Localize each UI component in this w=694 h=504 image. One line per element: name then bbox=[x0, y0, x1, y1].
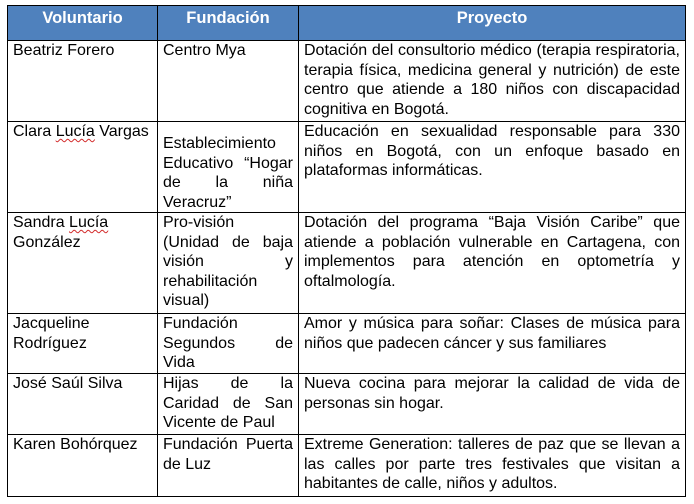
cell-proyecto: Extreme Generation: talleres de paz que se llevan a las calles por parte tres festivales que visitan a habitantes de calle, niños y adultos. bbox=[299, 435, 686, 497]
table-row bbox=[8, 314, 686, 374]
cell-proyecto: Nueva cocina para mejorar la calidad de vida de personas sin hogar. bbox=[299, 374, 686, 435]
table-row bbox=[8, 122, 686, 213]
name-part: Vargas bbox=[94, 123, 149, 140]
cell-proyecto: Dotación del consultorio médico (terapia respiratoria, terapia física, medicina general y nutrición) de este centro que atiende a 180 niños con discapacidad cognitiva en Bogotá. bbox=[299, 41, 686, 122]
cell-fundacion: Establecimiento Educativo “Hogar de la niña Veracruz” bbox=[158, 122, 299, 213]
header-voluntario: Voluntario bbox=[8, 6, 158, 41]
cell-fundacion: Hijas de la Caridad de San Vicente de Paul bbox=[158, 374, 299, 435]
cell-voluntario: José Saúl Silva bbox=[8, 374, 158, 435]
table-row bbox=[8, 213, 686, 314]
name-part: Clara bbox=[13, 123, 56, 140]
cell-voluntario: Jacqueline Rodríguez bbox=[8, 314, 158, 374]
name-part: González bbox=[13, 233, 81, 251]
name-part: Sandra bbox=[13, 214, 70, 231]
table-row bbox=[8, 41, 686, 122]
cell-proyecto: Educación en sexualidad responsable para 330 niños en Bogotá, con un enfoque basado en plataformas informáticas. bbox=[299, 122, 686, 213]
volunteer-projects-table bbox=[7, 5, 686, 497]
cell-voluntario: Karen Bohórquez bbox=[8, 435, 158, 497]
table-header-row bbox=[8, 6, 686, 41]
spellcheck-word: Lucía bbox=[69, 214, 109, 231]
cell-fundacion: Centro Mya bbox=[158, 41, 299, 122]
cell-proyecto: Amor y música para soñar: Clases de música para niños que padecen cáncer y sus familiares bbox=[299, 314, 686, 374]
cell-fundacion: Fundación Puerta de Luz bbox=[158, 435, 299, 497]
table-row bbox=[8, 435, 686, 497]
cell-voluntario bbox=[8, 213, 158, 314]
header-proyecto: Proyecto bbox=[299, 6, 686, 41]
spellcheck-word: Lucía bbox=[55, 123, 95, 140]
cell-fundacion: Pro-visión (Unidad de baja visión y rehabilitación visual) bbox=[158, 213, 299, 314]
cell-voluntario bbox=[8, 122, 158, 213]
cell-proyecto: Dotación del programa “Baja Visión Caribe” que atiende a población vulnerable en Cartagena, con implementos para atención en optometría y oftalmología. bbox=[299, 213, 686, 314]
header-fundacion: Fundación bbox=[158, 6, 299, 41]
table-row bbox=[8, 374, 686, 435]
cell-fundacion: Fundación Segundos de Vida bbox=[158, 314, 299, 374]
cell-voluntario: Beatriz Forero bbox=[8, 41, 158, 122]
